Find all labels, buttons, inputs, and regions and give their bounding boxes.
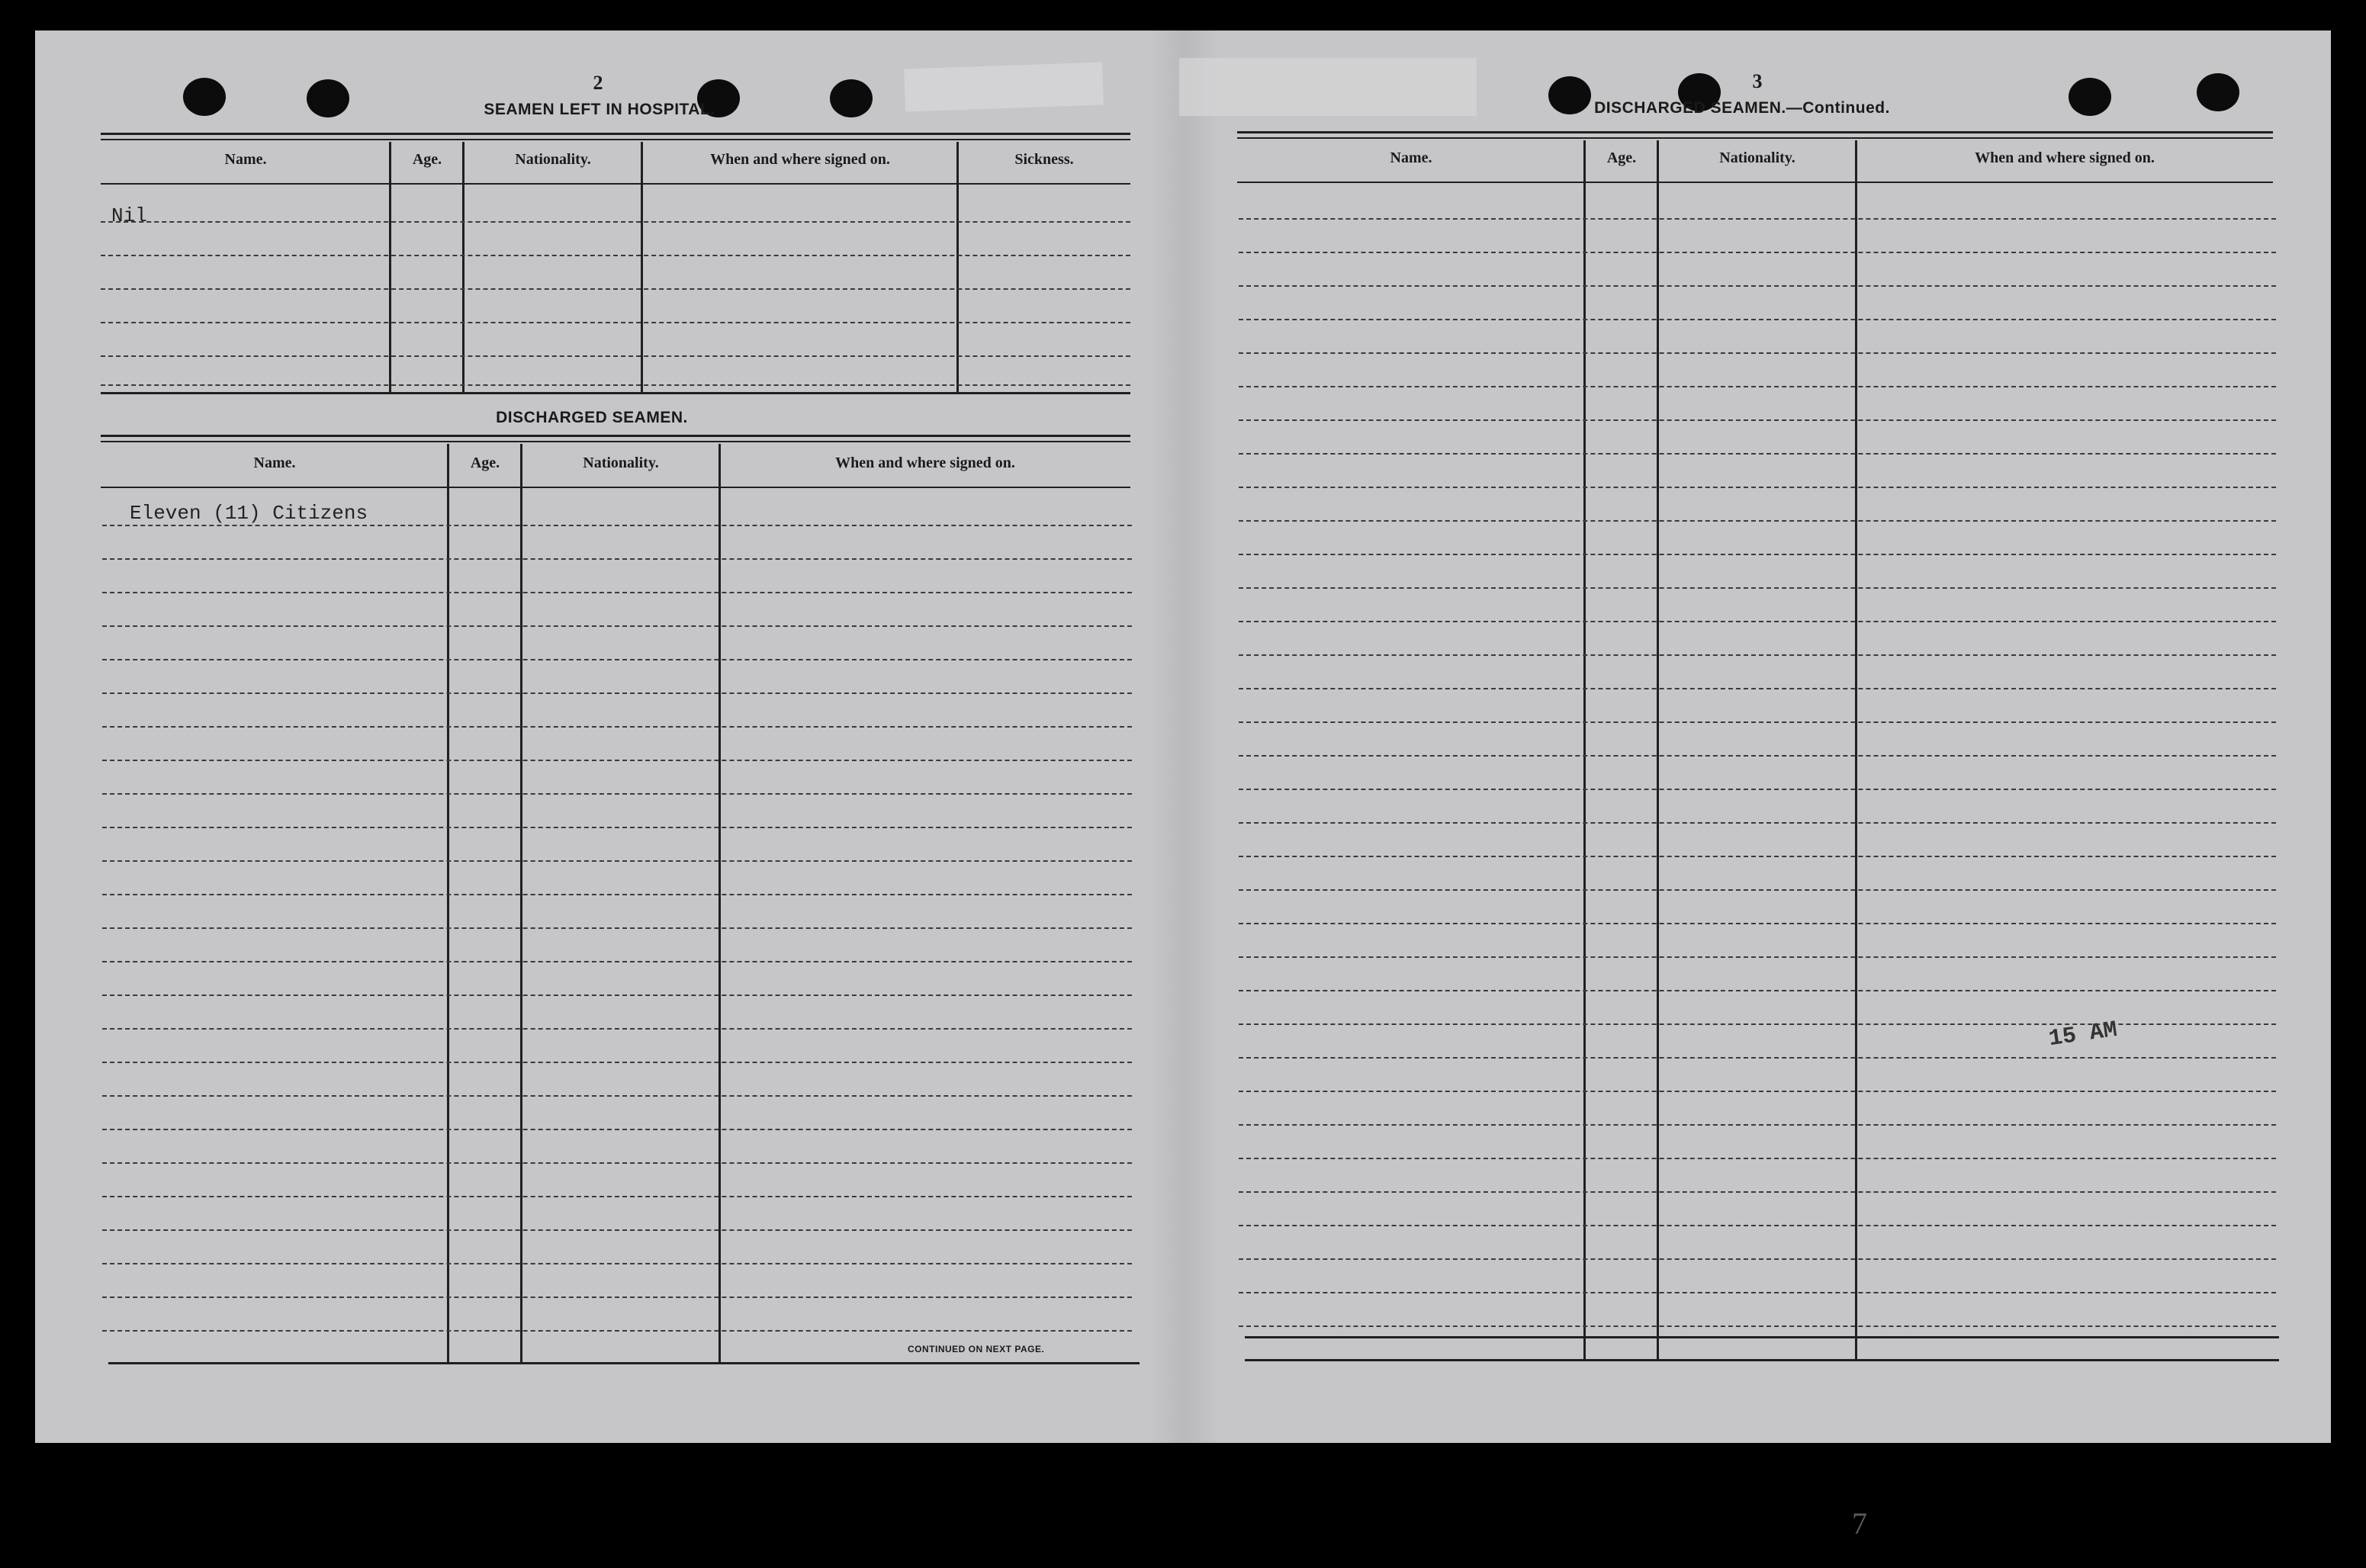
hospital-entry: Nil xyxy=(111,204,147,227)
page-number: 3 xyxy=(1752,70,1763,92)
entry-line xyxy=(102,1196,1132,1197)
entry-line xyxy=(1239,1258,2276,1260)
entry-line xyxy=(102,793,1132,795)
entry-line xyxy=(102,961,1132,962)
entry-line xyxy=(1239,789,2276,790)
page-fold xyxy=(1150,31,1219,1443)
entry-line xyxy=(102,1263,1132,1264)
entry-line xyxy=(1239,822,2276,824)
table-rule xyxy=(1245,1359,2279,1361)
col-header-age: Age. xyxy=(412,151,442,168)
discharged-section-title: DISCHARGED SEAMEN. xyxy=(496,409,688,426)
entry-line xyxy=(1239,1124,2276,1126)
table-rule xyxy=(101,139,1130,140)
entry-line xyxy=(1239,252,2276,253)
entry-line xyxy=(1239,453,2276,455)
entry-line xyxy=(1239,1225,2276,1226)
entry-line xyxy=(1239,1191,2276,1193)
discharged-entry: Eleven (11) Citizens xyxy=(130,502,368,525)
entry-line xyxy=(102,1028,1132,1030)
punch-hole xyxy=(2197,73,2239,111)
table-rule xyxy=(1245,1336,2279,1338)
entry-line xyxy=(102,1330,1132,1332)
entry-line xyxy=(102,927,1132,929)
entry-line xyxy=(1239,956,2276,958)
col-header-signed-on: When and where signed on. xyxy=(710,151,890,168)
entry-line xyxy=(102,525,1132,526)
column-rule xyxy=(1855,140,1857,1361)
col-header-name: Name. xyxy=(253,455,296,471)
entry-line xyxy=(101,384,1130,386)
entry-line xyxy=(102,558,1132,560)
scanned-document xyxy=(35,31,2331,1443)
table-rule xyxy=(1237,137,2273,139)
entry-line xyxy=(102,1062,1132,1063)
entry-line xyxy=(102,625,1132,627)
table-rule xyxy=(1237,131,2273,133)
entry-line xyxy=(102,1229,1132,1231)
entry-line xyxy=(1239,218,2276,220)
column-rule xyxy=(520,444,522,1364)
entry-line xyxy=(101,322,1130,323)
entry-line xyxy=(102,894,1132,895)
punch-hole xyxy=(307,79,349,117)
entry-line xyxy=(1239,520,2276,522)
entry-line xyxy=(101,288,1130,290)
entry-line xyxy=(1239,285,2276,287)
discharged-continued-title: DISCHARGED SEAMEN.—Continued. xyxy=(1594,99,1890,117)
entry-line xyxy=(1239,923,2276,924)
entry-line xyxy=(1239,1158,2276,1159)
table-rule xyxy=(101,183,1130,185)
entry-line xyxy=(102,659,1132,660)
entry-line xyxy=(102,1296,1132,1298)
entry-line xyxy=(1239,990,2276,991)
entry-line xyxy=(1239,587,2276,589)
col-header-nationality: Nationality. xyxy=(515,151,591,168)
entry-line xyxy=(1239,352,2276,354)
punch-hole xyxy=(830,79,873,117)
punch-hole xyxy=(183,78,226,116)
entry-line xyxy=(1239,654,2276,656)
entry-line xyxy=(1239,319,2276,320)
date-stamp: 15 AM xyxy=(2047,1017,2119,1053)
table-rule xyxy=(101,392,1130,394)
entry-line xyxy=(1239,1091,2276,1092)
col-header-nationality: Nationality. xyxy=(1719,149,1795,166)
entry-line xyxy=(102,860,1132,862)
continued-note: CONTINUED ON NEXT PAGE. xyxy=(908,1344,1045,1354)
entry-line xyxy=(102,760,1132,761)
table-rule xyxy=(101,435,1130,437)
entry-line xyxy=(1239,856,2276,857)
col-header-sickness: Sickness. xyxy=(1014,151,1074,168)
table-rule xyxy=(1237,182,2273,183)
column-rule xyxy=(1657,140,1659,1361)
column-rule xyxy=(1583,140,1586,1361)
entry-line xyxy=(1239,721,2276,723)
col-header-signed-on: When and where signed on. xyxy=(835,455,1015,471)
entry-line xyxy=(1239,554,2276,555)
col-header-nationality: Nationality. xyxy=(583,455,659,471)
hospital-section-title: SEAMEN LEFT IN HOSPITAL. xyxy=(484,101,715,118)
margin-mark: 7 xyxy=(1852,1506,1867,1541)
table-rule xyxy=(108,1362,1140,1364)
entry-line xyxy=(1239,621,2276,622)
table-rule xyxy=(101,487,1130,488)
entry-line xyxy=(102,592,1132,593)
col-header-signed-on: When and where signed on. xyxy=(1975,149,2155,166)
entry-line xyxy=(102,827,1132,828)
entry-line xyxy=(1239,487,2276,488)
entry-line xyxy=(1239,1325,2276,1327)
entry-line xyxy=(101,255,1130,256)
entry-line xyxy=(102,726,1132,728)
col-header-name: Name. xyxy=(224,151,267,168)
tape-residue xyxy=(1179,58,1477,116)
entry-line xyxy=(1239,386,2276,387)
entry-line xyxy=(101,355,1130,357)
entry-line xyxy=(1239,1057,2276,1059)
column-rule xyxy=(718,444,721,1364)
punch-hole xyxy=(2069,78,2111,116)
entry-line xyxy=(1239,1292,2276,1293)
entry-line xyxy=(102,994,1132,996)
col-header-age: Age. xyxy=(470,455,500,471)
entry-line xyxy=(102,1095,1132,1097)
entry-line xyxy=(102,1129,1132,1130)
entry-line xyxy=(1239,755,2276,757)
column-rule xyxy=(447,444,449,1364)
tape-residue xyxy=(904,62,1104,111)
entry-line xyxy=(1239,419,2276,421)
entry-line xyxy=(1239,688,2276,689)
entry-line xyxy=(1239,1023,2276,1025)
entry-line xyxy=(1239,889,2276,891)
page-number: 2 xyxy=(593,72,603,94)
table-rule xyxy=(101,441,1130,442)
entry-line xyxy=(102,1162,1132,1164)
col-header-age: Age. xyxy=(1606,149,1637,166)
table-rule xyxy=(101,133,1130,135)
entry-line xyxy=(102,692,1132,694)
entry-line xyxy=(101,221,1130,223)
col-header-name: Name. xyxy=(1390,149,1432,166)
